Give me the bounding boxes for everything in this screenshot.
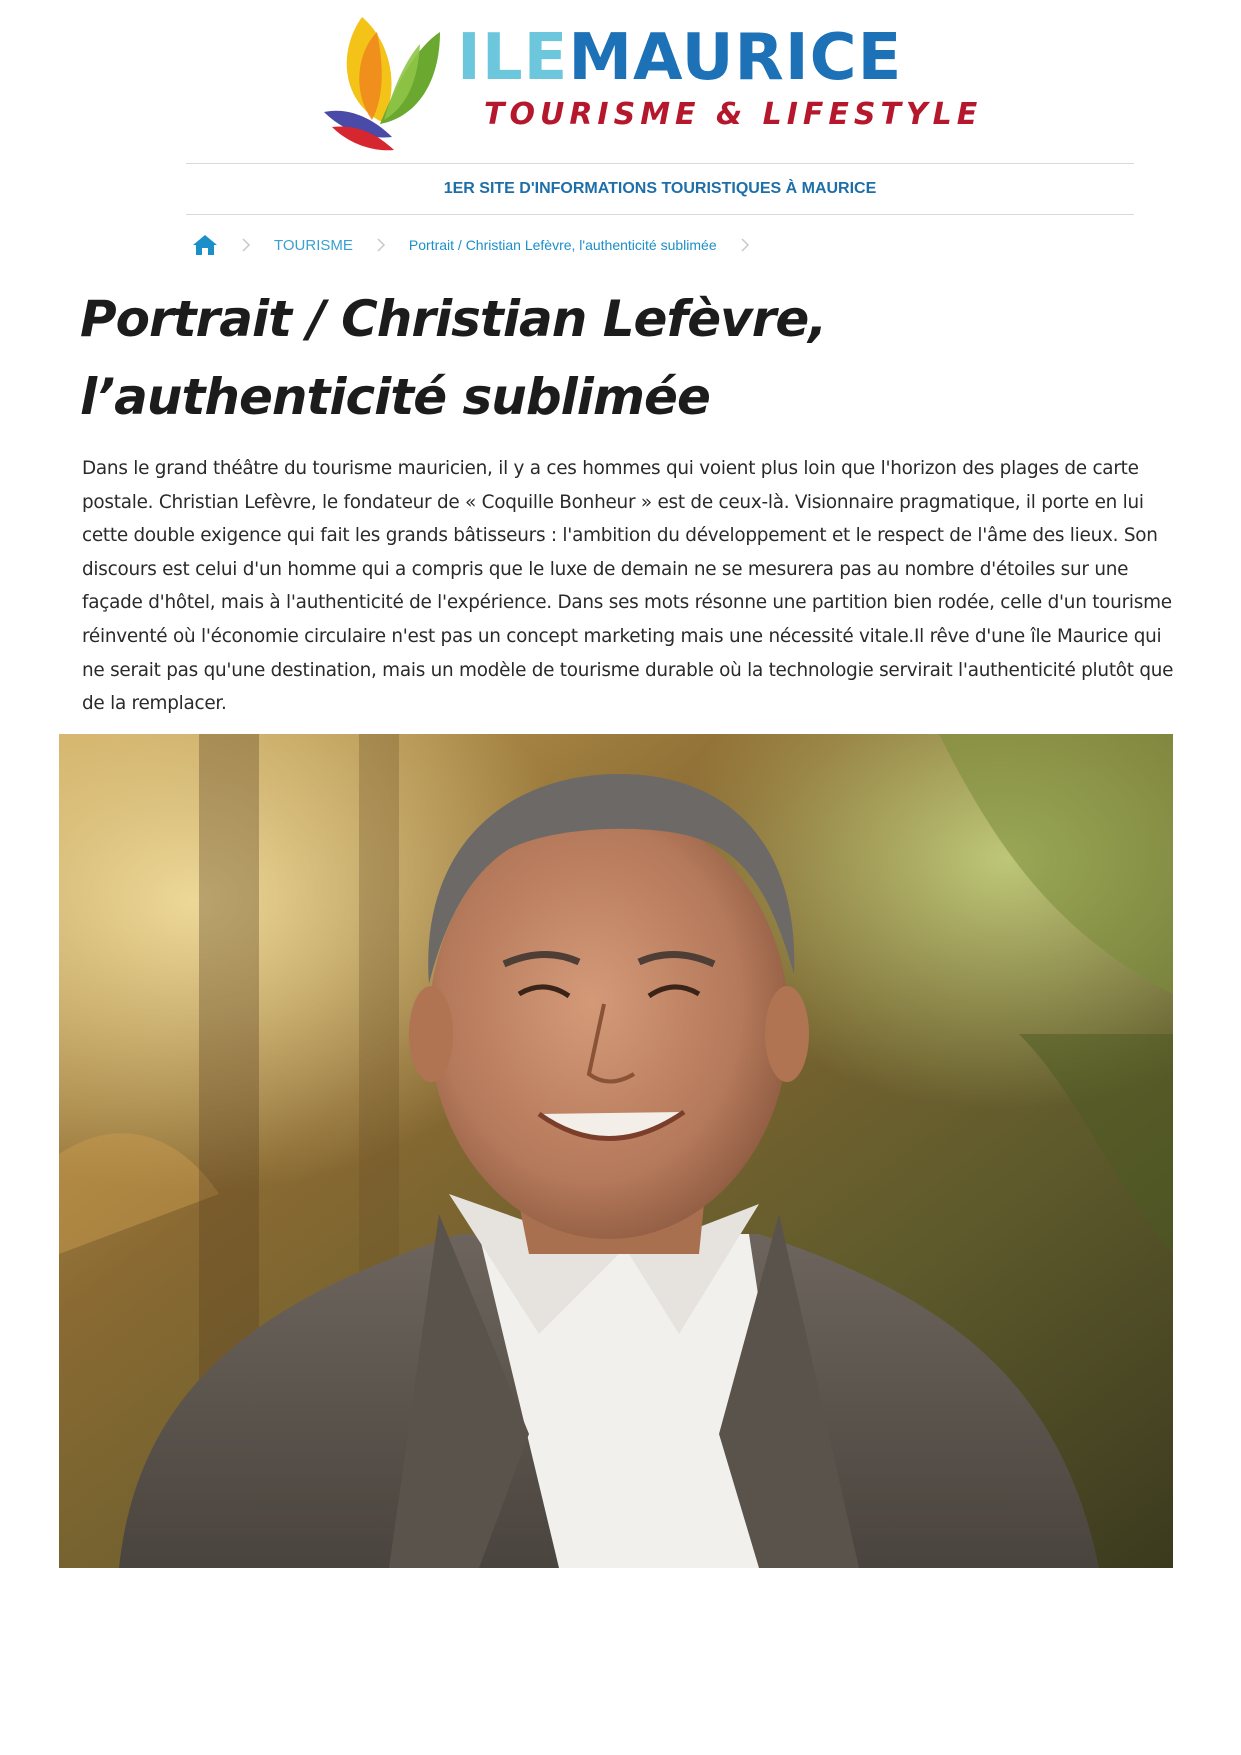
logo-tagline: TOURISME & LIFESTYLE	[484, 97, 983, 132]
breadcrumb-item-current[interactable]: Portrait / Christian Lefèvre, l'authenticité sublimée	[408, 237, 717, 253]
chevron-right-icon	[240, 237, 252, 253]
site-tagline: 1ER SITE D'INFORMATIONS TOURISTIQUES À MAURICE	[443, 180, 877, 197]
portrait-photo	[59, 734, 1173, 1568]
home-icon[interactable]	[192, 233, 218, 257]
flower-logo-icon	[322, 12, 442, 152]
site-logo[interactable]	[322, 12, 983, 152]
portrait-image	[59, 734, 1173, 1568]
breadcrumb-item-tourisme[interactable]: TOURISME	[274, 236, 353, 254]
article-title: Portrait / Christian Lefèvre, l’authenticité sublimée	[80, 290, 827, 426]
logo-wordmark: ILEMAURICE	[457, 21, 903, 95]
chevron-right-icon	[739, 237, 751, 253]
article-intro: Dans le grand théâtre du tourisme mauricien, il y a ces hommes qui voient plus loin que l'horizon des plages de carte postale. Christian Lefèvre, le fondateur de « Coquille Bonheur » est de ceux-là. Visionnaire pragmatique, il porte en lui cette double exigence qui fait les grands bâtisseurs : l'ambition du développement et le respect de l'âme des lieux. Son discours est celui d'un homme qui a compris que le luxe de demain ne se mesurera pas au nombre d'étoiles sur une façade d'hôtel, mais à l'authenticité de l'expérience. Dans ses mots résonne une partition bien rodée, celle d'un tourisme réinventé où l'économie circulaire n'est pas un concept marketing mais une nécessité vitale.Il rêve d'une île Maurice qui ne serait pas qu'une destination, mais un modèle de tourisme durable où la technologie servirait l'authenticité plutôt que de la remplacer.	[82, 458, 1174, 715]
breadcrumb	[192, 230, 773, 260]
chevron-right-icon	[375, 237, 387, 253]
site-tagline-bar	[186, 163, 1134, 215]
